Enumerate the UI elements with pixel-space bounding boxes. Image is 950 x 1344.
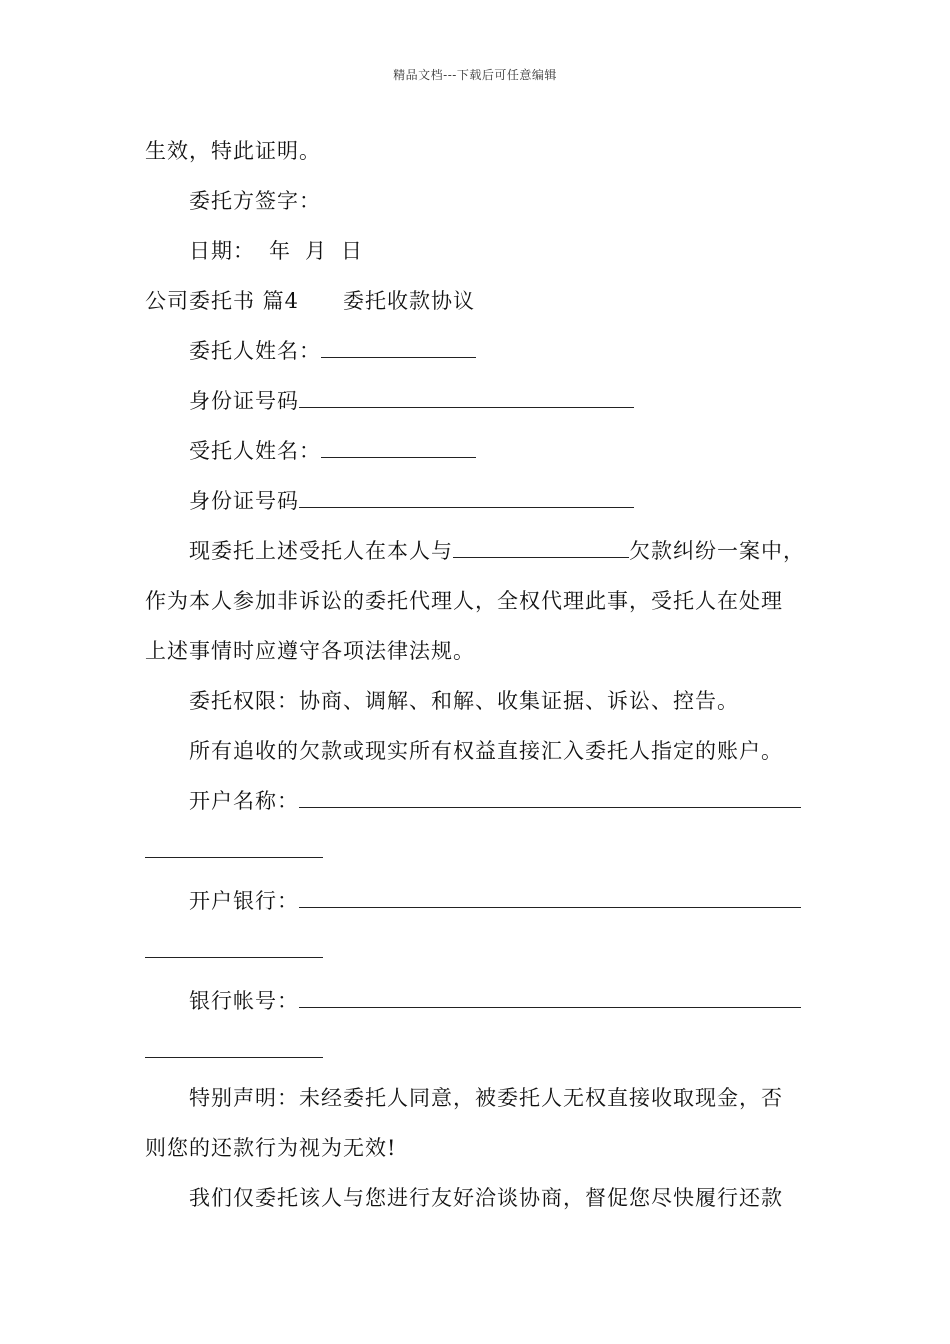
month-label: 月 <box>305 239 327 263</box>
agent-id-label: 身份证号码 <box>189 489 299 513</box>
agent-name-blank[interactable] <box>321 437 476 458</box>
account-number-line <box>189 986 801 1016</box>
section-heading <box>145 286 475 316</box>
special-statement-line: 特别声明：未经委托人同意，被委托人无权直接收取现金，否 <box>189 1086 783 1110</box>
text-line: 生效，特此证明。 <box>145 139 321 163</box>
principal-name-label: 委托人姓名： <box>189 339 321 363</box>
account-name-label: 开户名称： <box>189 789 299 813</box>
paragraph-line <box>189 536 805 566</box>
date-label: 日期： <box>189 239 255 263</box>
principal-id-line <box>189 386 634 416</box>
bank-name-label: 开户银行： <box>189 889 299 913</box>
date-line <box>189 236 363 266</box>
counterparty-blank[interactable] <box>453 537 629 558</box>
paragraph-line: 上述事情时应遵守各项法律法规。 <box>145 639 475 663</box>
client-signature-label: 委托方签字： <box>189 189 321 213</box>
account-number-blank-continued[interactable] <box>145 1057 323 1058</box>
agreement-title: 委托收款协议 <box>343 289 476 313</box>
principal-name-blank[interactable] <box>321 337 476 358</box>
paragraph-line: 作为本人参加非诉讼的委托代理人，全权代理此事，受托人在处理 <box>145 589 783 613</box>
bank-name-blank[interactable] <box>299 887 801 908</box>
text-segment: 欠款纠纷一案中， <box>629 539 805 563</box>
bank-name-blank-continued[interactable] <box>145 957 323 958</box>
bank-name-line <box>189 886 801 916</box>
day-label: 日 <box>341 239 363 263</box>
page-header: 精品文档---下载后可任意编辑 <box>393 68 557 82</box>
text-segment: 现委托上述受托人在本人与 <box>189 539 453 563</box>
account-instruction-line: 所有追收的欠款或现实所有权益直接汇入委托人指定的账户。 <box>189 739 783 763</box>
account-name-blank[interactable] <box>299 787 801 808</box>
principal-id-blank[interactable] <box>299 387 634 408</box>
agent-id-line <box>189 486 634 516</box>
paragraph-line: 则您的还款行为视为无效! <box>145 1136 397 1160</box>
section-title: 公司委托书 篇4 <box>145 289 300 313</box>
paragraph-line: 我们仅委托该人与您进行友好洽谈协商，督促您尽快履行还款 <box>189 1186 783 1210</box>
year-label: 年 <box>269 239 291 263</box>
agent-name-line <box>189 436 476 466</box>
account-name-line <box>189 786 801 816</box>
agent-id-blank[interactable] <box>299 487 634 508</box>
account-number-label: 银行帐号： <box>189 989 299 1013</box>
principal-id-label: 身份证号码 <box>189 389 299 413</box>
account-number-blank[interactable] <box>299 987 801 1008</box>
account-name-blank-continued[interactable] <box>145 857 323 858</box>
authority-line: 委托权限：协商、调解、和解、收集证据、诉讼、控告。 <box>189 689 739 713</box>
principal-name-line <box>189 336 476 366</box>
agent-name-label: 受托人姓名： <box>189 439 321 463</box>
